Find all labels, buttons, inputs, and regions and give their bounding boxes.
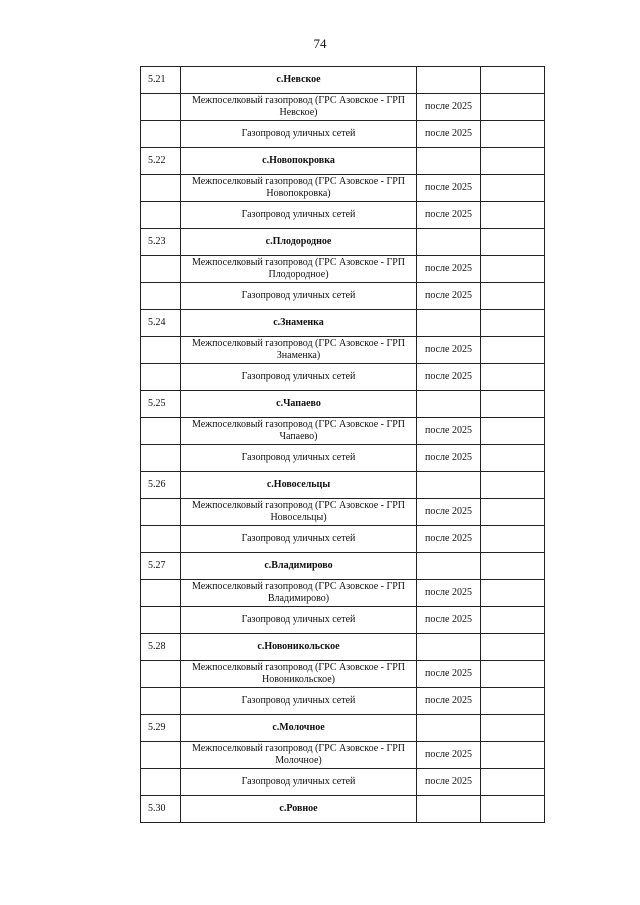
table-row <box>141 418 545 445</box>
item-extra-cell <box>481 337 545 364</box>
item-number-cell <box>141 283 181 310</box>
gas-pipeline-table <box>140 66 545 823</box>
item-date: после 2025 <box>417 418 481 445</box>
item-date: после 2025 <box>417 121 481 148</box>
item-extra-cell <box>481 742 545 769</box>
table-row <box>141 526 545 553</box>
item-date: после 2025 <box>417 607 481 634</box>
item-date: после 2025 <box>417 364 481 391</box>
section-extra-cell <box>481 148 545 175</box>
item-date: после 2025 <box>417 661 481 688</box>
item-description: Газопровод уличных сетей <box>181 445 417 472</box>
section-date-cell <box>417 148 481 175</box>
item-description: Межпоселковый газопровод (ГРС Азовское - ГРП Новопокровка) <box>181 175 417 202</box>
section-extra-cell <box>481 472 545 499</box>
section-number: 5.30 <box>141 796 181 823</box>
item-extra-cell <box>481 688 545 715</box>
item-number-cell <box>141 769 181 796</box>
table-row <box>141 94 545 121</box>
section-extra-cell <box>481 796 545 823</box>
item-extra-cell <box>481 499 545 526</box>
item-extra-cell <box>481 445 545 472</box>
table-row <box>141 256 545 283</box>
item-extra-cell <box>481 202 545 229</box>
item-description: Межпоселковый газопровод (ГРС Азовское - ГРП Молочное) <box>181 742 417 769</box>
section-name: с.Знаменка <box>181 310 417 337</box>
item-extra-cell <box>481 526 545 553</box>
item-extra-cell <box>481 175 545 202</box>
table-row <box>141 364 545 391</box>
item-description: Газопровод уличных сетей <box>181 121 417 148</box>
item-date: после 2025 <box>417 94 481 121</box>
section-extra-cell <box>481 391 545 418</box>
item-date: после 2025 <box>417 202 481 229</box>
section-date-cell <box>417 634 481 661</box>
item-description: Межпоселковый газопровод (ГРС Азовское - ГРП Новоникольское) <box>181 661 417 688</box>
table-row <box>141 688 545 715</box>
table-row <box>141 607 545 634</box>
item-number-cell <box>141 175 181 202</box>
item-description: Газопровод уличных сетей <box>181 202 417 229</box>
item-description: Газопровод уличных сетей <box>181 283 417 310</box>
section-name: с.Молочное <box>181 715 417 742</box>
section-date-cell <box>417 553 481 580</box>
section-name: с.Новосельцы <box>181 472 417 499</box>
item-description: Газопровод уличных сетей <box>181 364 417 391</box>
item-description: Газопровод уличных сетей <box>181 688 417 715</box>
section-name: с.Новопокровка <box>181 148 417 175</box>
table-row <box>141 337 545 364</box>
table-row <box>141 661 545 688</box>
section-row <box>141 472 545 499</box>
section-date-cell <box>417 310 481 337</box>
section-number: 5.29 <box>141 715 181 742</box>
item-date: после 2025 <box>417 256 481 283</box>
table-row <box>141 769 545 796</box>
section-row <box>141 796 545 823</box>
item-number-cell <box>141 418 181 445</box>
item-date: после 2025 <box>417 769 481 796</box>
item-extra-cell <box>481 418 545 445</box>
item-date: после 2025 <box>417 283 481 310</box>
item-description: Межпоселковый газопровод (ГРС Азовское - ГРП Владимирово) <box>181 580 417 607</box>
section-name: с.Владимирово <box>181 553 417 580</box>
item-number-cell <box>141 337 181 364</box>
section-name: с.Ровное <box>181 796 417 823</box>
section-name: с.Невское <box>181 67 417 94</box>
item-description: Газопровод уличных сетей <box>181 769 417 796</box>
section-date-cell <box>417 796 481 823</box>
section-name: с.Чапаево <box>181 391 417 418</box>
item-number-cell <box>141 94 181 121</box>
item-date: после 2025 <box>417 688 481 715</box>
item-date: после 2025 <box>417 580 481 607</box>
item-extra-cell <box>481 283 545 310</box>
section-date-cell <box>417 715 481 742</box>
section-extra-cell <box>481 634 545 661</box>
item-description: Межпоселковый газопровод (ГРС Азовское - ГРП Новосельцы) <box>181 499 417 526</box>
item-number-cell <box>141 256 181 283</box>
section-row <box>141 553 545 580</box>
item-date: после 2025 <box>417 742 481 769</box>
section-number: 5.27 <box>141 553 181 580</box>
page-number: 74 <box>313 36 327 51</box>
item-number-cell <box>141 364 181 391</box>
item-number-cell <box>141 580 181 607</box>
section-date-cell <box>417 67 481 94</box>
section-row <box>141 715 545 742</box>
section-extra-cell <box>481 310 545 337</box>
item-description: Газопровод уличных сетей <box>181 526 417 553</box>
section-number: 5.23 <box>141 229 181 256</box>
item-description: Межпоселковый газопровод (ГРС Азовское - ГРП Чапаево) <box>181 418 417 445</box>
section-date-cell <box>417 391 481 418</box>
section-row <box>141 148 545 175</box>
section-row <box>141 391 545 418</box>
item-date: после 2025 <box>417 337 481 364</box>
item-number-cell <box>141 499 181 526</box>
section-row <box>141 67 545 94</box>
item-extra-cell <box>481 607 545 634</box>
section-extra-cell <box>481 67 545 94</box>
section-number: 5.21 <box>141 67 181 94</box>
item-number-cell <box>141 445 181 472</box>
item-extra-cell <box>481 94 545 121</box>
item-number-cell <box>141 202 181 229</box>
section-number: 5.26 <box>141 472 181 499</box>
section-row <box>141 229 545 256</box>
item-description: Межпоселковый газопровод (ГРС Азовское - ГРП Знаменка) <box>181 337 417 364</box>
item-extra-cell <box>481 256 545 283</box>
item-extra-cell <box>481 364 545 391</box>
section-number: 5.24 <box>141 310 181 337</box>
section-date-cell <box>417 472 481 499</box>
item-description: Газопровод уличных сетей <box>181 607 417 634</box>
table-row <box>141 499 545 526</box>
item-number-cell <box>141 607 181 634</box>
item-number-cell <box>141 742 181 769</box>
item-extra-cell <box>481 661 545 688</box>
item-number-cell <box>141 121 181 148</box>
item-date: после 2025 <box>417 175 481 202</box>
item-number-cell <box>141 526 181 553</box>
item-extra-cell <box>481 769 545 796</box>
section-date-cell <box>417 229 481 256</box>
table-row <box>141 202 545 229</box>
section-extra-cell <box>481 229 545 256</box>
section-number: 5.28 <box>141 634 181 661</box>
table-row <box>141 580 545 607</box>
section-number: 5.22 <box>141 148 181 175</box>
table-row <box>141 175 545 202</box>
table-body <box>141 67 545 823</box>
item-date: после 2025 <box>417 499 481 526</box>
section-number: 5.25 <box>141 391 181 418</box>
item-description: Межпоселковый газопровод (ГРС Азовское - ГРП Плодородное) <box>181 256 417 283</box>
item-number-cell <box>141 688 181 715</box>
item-extra-cell <box>481 121 545 148</box>
item-description: Межпоселковый газопровод (ГРС Азовское - ГРП Невское) <box>181 94 417 121</box>
table-row <box>141 445 545 472</box>
section-name: с.Плодородное <box>181 229 417 256</box>
section-row <box>141 310 545 337</box>
section-extra-cell <box>481 553 545 580</box>
section-row <box>141 634 545 661</box>
item-number-cell <box>141 661 181 688</box>
table-row <box>141 121 545 148</box>
section-extra-cell <box>481 715 545 742</box>
table-row <box>141 742 545 769</box>
section-name: с.Новоникольское <box>181 634 417 661</box>
table-row <box>141 283 545 310</box>
item-extra-cell <box>481 580 545 607</box>
item-date: после 2025 <box>417 526 481 553</box>
item-date: после 2025 <box>417 445 481 472</box>
